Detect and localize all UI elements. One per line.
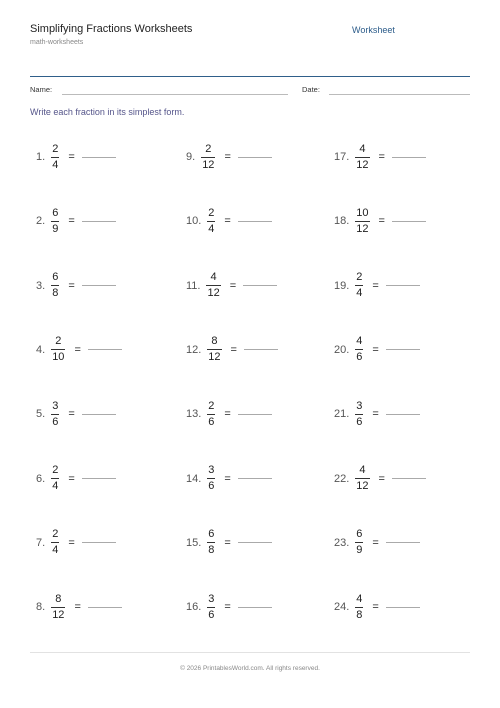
answer-blank[interactable]	[82, 542, 116, 543]
equals-sign: =	[378, 151, 385, 163]
answer-blank[interactable]	[238, 607, 272, 608]
problem-item	[186, 142, 272, 172]
problem-number: 20.	[334, 343, 350, 356]
fraction	[51, 594, 65, 621]
header-divider	[30, 76, 470, 77]
equals-sign: =	[224, 215, 231, 228]
answer-blank[interactable]	[386, 285, 420, 286]
fraction-denominator: 9	[356, 544, 363, 557]
fraction-denominator: 9	[52, 222, 59, 235]
problem-item	[36, 528, 116, 558]
problem-item	[36, 464, 116, 494]
equals-sign: =	[230, 343, 237, 356]
fraction-denominator: 6	[356, 351, 363, 364]
fraction-denominator: 4	[52, 158, 59, 171]
problem-item	[186, 206, 272, 236]
equals-sign: =	[372, 536, 379, 549]
fraction-denominator: 6	[208, 608, 215, 621]
problem-number: 2.	[36, 215, 46, 228]
fraction-numerator: 3	[356, 399, 363, 412]
answer-blank[interactable]	[82, 285, 116, 286]
problem-item	[334, 335, 420, 365]
page-subtitle: math-worksheets	[30, 39, 84, 46]
equals-sign: =	[68, 472, 75, 485]
fraction-numerator: 4	[359, 142, 366, 155]
fraction-denominator: 12	[202, 158, 215, 171]
fraction-numerator: 2	[205, 142, 212, 155]
problem-number: 18.	[334, 215, 350, 228]
fraction-numerator: 6	[52, 206, 59, 219]
fraction	[355, 336, 363, 363]
problem-item	[36, 399, 116, 429]
fraction-numerator: 6	[208, 528, 215, 541]
worksheet-label: Worksheet	[352, 25, 395, 35]
problem-number: 14.	[186, 472, 202, 485]
problem-item	[186, 464, 272, 494]
equals-sign: =	[74, 601, 81, 614]
fraction	[51, 336, 65, 363]
fraction-numerator: 6	[52, 271, 59, 284]
fraction	[51, 272, 59, 299]
fraction-numerator: 3	[208, 464, 215, 476]
answer-blank[interactable]	[238, 221, 272, 222]
equals-sign: =	[372, 601, 379, 614]
problem-number: 21.	[334, 408, 350, 421]
problem-number: 12.	[186, 343, 202, 356]
fraction-denominator: 4	[52, 480, 59, 492]
equals-sign: =	[224, 151, 231, 163]
equals-sign: =	[74, 343, 81, 356]
fraction-denominator: 12	[356, 480, 369, 492]
fraction-denominator: 8	[208, 544, 215, 557]
problem-item	[186, 335, 278, 365]
problem-item	[186, 399, 272, 429]
problem-item	[334, 528, 420, 558]
fraction	[51, 144, 59, 171]
footer-copyright: © 2026 PrintablesWorld.com. All rights reserved.	[180, 665, 320, 672]
fraction-numerator: 2	[52, 142, 59, 155]
fraction-numerator: 6	[356, 528, 363, 541]
fraction-denominator: 10	[52, 351, 65, 364]
equals-sign: =	[378, 215, 385, 228]
fraction-numerator: 2	[52, 464, 59, 476]
problem-item	[36, 592, 122, 622]
fraction-denominator: 8	[356, 608, 363, 621]
equals-sign: =	[224, 536, 231, 549]
equals-sign: =	[372, 279, 379, 292]
problem-item	[36, 142, 116, 172]
problem-item	[36, 271, 116, 301]
problem-number: 10.	[186, 215, 202, 228]
answer-blank[interactable]	[88, 607, 122, 608]
answer-blank[interactable]	[82, 157, 116, 158]
problem-number: 23.	[334, 536, 350, 549]
equals-sign: =	[68, 215, 75, 228]
fraction	[207, 208, 215, 235]
answer-blank[interactable]	[238, 478, 272, 479]
problem-number: 3.	[36, 279, 46, 292]
equals-sign: =	[224, 408, 231, 421]
problem-number: 6.	[36, 472, 46, 485]
instructions: Write each fraction in its simplest form.	[30, 107, 185, 117]
answer-blank[interactable]	[392, 478, 426, 479]
name-label: Name:	[30, 85, 53, 94]
fraction-denominator: 8	[52, 287, 59, 300]
fraction	[207, 465, 215, 492]
equals-sign: =	[224, 601, 231, 614]
fraction-denominator: 12	[356, 222, 369, 235]
fraction-numerator: 2	[356, 271, 363, 284]
page-title: Simplifying Fractions Worksheets	[30, 23, 193, 35]
problem-number: 11.	[186, 279, 201, 292]
answer-blank[interactable]	[244, 349, 278, 350]
problem-item	[186, 528, 272, 558]
answer-blank[interactable]	[88, 349, 122, 350]
problem-number: 1.	[36, 151, 46, 163]
answer-blank[interactable]	[82, 478, 116, 479]
fraction	[355, 272, 363, 299]
answer-blank[interactable]	[386, 349, 420, 350]
problem-number: 13.	[186, 408, 202, 421]
fraction-numerator: 8	[55, 592, 62, 605]
fraction	[201, 144, 215, 171]
problem-number: 5.	[36, 408, 46, 421]
answer-blank[interactable]	[238, 414, 272, 415]
problem-number: 9.	[186, 151, 196, 163]
fraction	[207, 594, 215, 621]
fraction	[51, 465, 59, 492]
fraction-numerator: 4	[356, 335, 363, 348]
fraction-numerator: 4	[356, 592, 363, 605]
problem-number: 19.	[334, 279, 350, 292]
problem-number: 22.	[334, 472, 350, 485]
problem-item	[334, 142, 426, 172]
fraction	[355, 144, 369, 171]
problem-number: 16.	[186, 601, 202, 614]
problem-item	[36, 335, 122, 365]
fraction-denominator: 4	[52, 544, 59, 557]
fraction-numerator: 2	[52, 528, 59, 541]
problem-number: 24.	[334, 601, 350, 614]
fraction	[207, 336, 221, 363]
fraction-numerator: 4	[210, 271, 217, 284]
problem-item	[334, 399, 420, 429]
fraction	[207, 529, 215, 556]
fraction-denominator: 12	[208, 351, 221, 364]
fraction	[207, 401, 215, 428]
answer-blank[interactable]	[386, 414, 420, 415]
fraction	[51, 529, 59, 556]
problem-item	[186, 271, 277, 301]
problem-item	[334, 464, 426, 494]
fraction-numerator: 2	[208, 206, 215, 219]
answer-blank[interactable]	[386, 542, 420, 543]
equals-sign: =	[372, 343, 379, 356]
fraction-denominator: 6	[52, 415, 59, 428]
problem-item	[334, 271, 420, 301]
problem-number: 4.	[36, 343, 46, 356]
fraction-numerator: 8	[211, 335, 218, 348]
fraction-denominator: 12	[207, 287, 220, 300]
fraction-denominator: 6	[356, 415, 363, 428]
fraction-denominator: 12	[52, 608, 65, 621]
fraction-numerator: 2	[208, 399, 215, 412]
fraction	[51, 208, 59, 235]
problem-number: 17.	[334, 151, 350, 163]
fraction	[51, 401, 59, 428]
fraction-numerator: 3	[52, 399, 59, 412]
equals-sign: =	[224, 472, 231, 485]
equals-sign: =	[229, 279, 237, 292]
answer-blank[interactable]	[392, 221, 426, 222]
fraction-denominator: 12	[356, 158, 369, 171]
fraction	[355, 529, 363, 556]
problem-item	[36, 206, 116, 236]
fraction-numerator: 10	[356, 206, 369, 219]
equals-sign: =	[378, 472, 385, 485]
problem-number: 7.	[36, 536, 46, 549]
equals-sign: =	[68, 151, 75, 163]
problem-item	[334, 206, 426, 236]
equals-sign: =	[68, 408, 75, 421]
problem-number: 8.	[36, 601, 46, 614]
answer-blank[interactable]	[82, 414, 116, 415]
problem-item	[334, 592, 420, 622]
answer-blank[interactable]	[238, 157, 272, 158]
answer-blank[interactable]	[238, 542, 272, 543]
answer-blank[interactable]	[392, 157, 426, 158]
fraction	[355, 465, 369, 492]
footer-divider	[30, 652, 470, 653]
fraction	[355, 208, 369, 235]
name-field-line[interactable]	[62, 94, 288, 95]
equals-sign: =	[372, 408, 379, 421]
fraction-denominator: 4	[356, 287, 363, 300]
answer-blank[interactable]	[82, 221, 116, 222]
equals-sign: =	[68, 279, 75, 292]
fraction	[355, 594, 363, 621]
fraction-numerator: 2	[55, 335, 62, 348]
fraction	[206, 272, 220, 299]
problem-item	[186, 592, 272, 622]
fraction-denominator: 6	[208, 480, 215, 492]
fraction-numerator: 3	[208, 592, 215, 605]
answer-blank[interactable]	[386, 607, 420, 608]
date-field-line[interactable]	[329, 94, 470, 95]
fraction-denominator: 6	[208, 415, 215, 428]
equals-sign: =	[68, 536, 75, 549]
answer-blank[interactable]	[243, 285, 277, 286]
date-label: Date:	[302, 85, 320, 94]
fraction-denominator: 4	[208, 222, 215, 235]
problem-number: 15.	[186, 536, 202, 549]
fraction	[355, 401, 363, 428]
fraction-numerator: 4	[359, 464, 366, 476]
